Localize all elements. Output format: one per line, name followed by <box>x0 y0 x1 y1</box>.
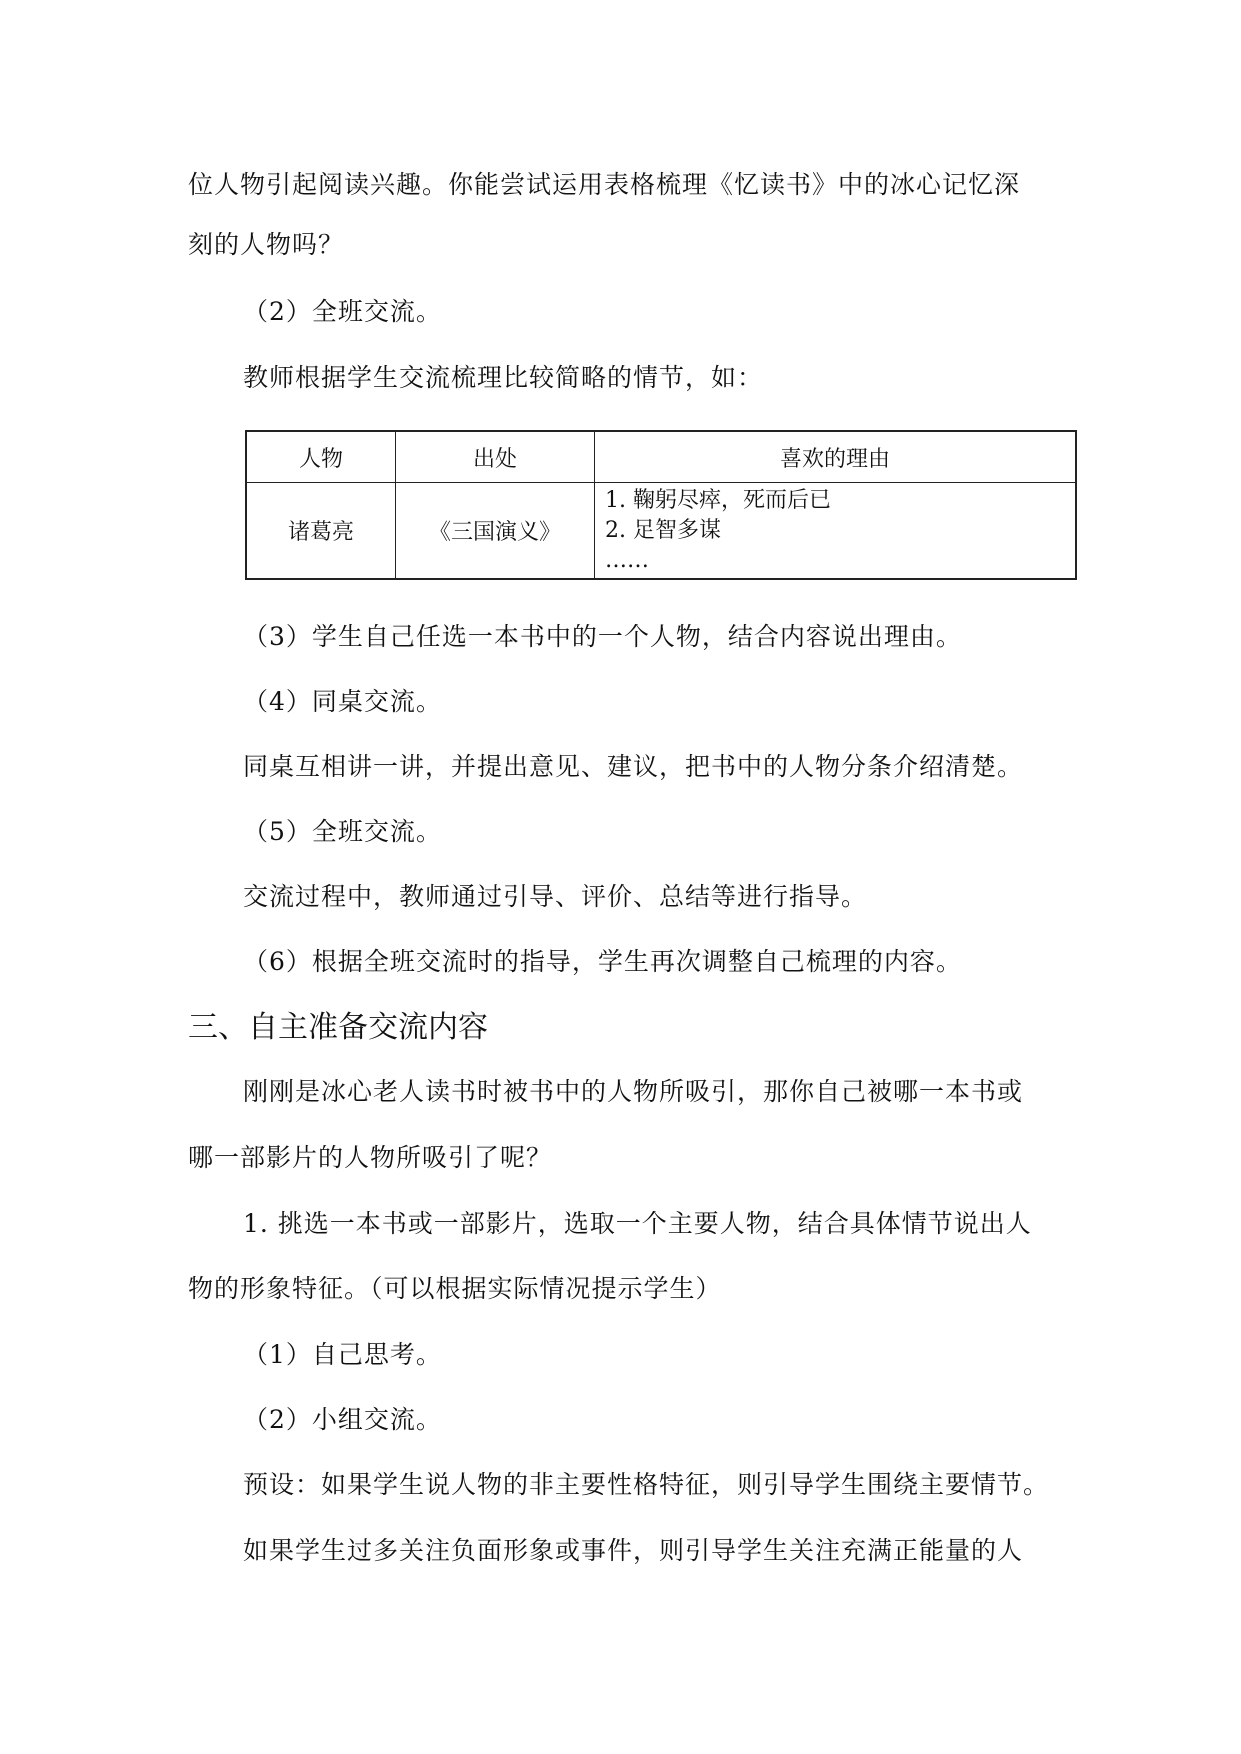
paragraph: 教师根据学生交流梳理比较简略的情节，如： <box>243 363 764 392</box>
paragraph: 1. 挑选一本书或一部影片，选取一个主要人物，结合具体情节说出人 <box>243 1209 1032 1238</box>
paragraph: 刻的人物吗？ <box>188 230 345 259</box>
paragraph: 哪一部影片的人物所吸引了呢？ <box>188 1143 553 1172</box>
header-cell-source: 出处 <box>396 431 595 483</box>
paragraph: （5）全班交流。 <box>243 817 442 846</box>
reason-item: 2. 足智多谋 <box>605 517 721 543</box>
paragraph: 位人物引起阅读兴趣。你能尝试运用表格梳理《忆读书》中的冰心记忆深 <box>188 170 1021 199</box>
section-heading: 三、自主准备交流内容 <box>188 1010 488 1045</box>
paragraph: （1）自己思考。 <box>243 1340 442 1369</box>
paragraph: （3）学生自己任选一本书中的一个人物，结合内容说出理由。 <box>243 622 962 651</box>
header-cell-reason: 喜欢的理由 <box>595 431 1077 483</box>
table-header-row <box>246 431 1076 483</box>
character-table <box>245 430 1077 580</box>
paragraph: 物的形象特征。（可以根据实际情况提示学生） <box>188 1274 722 1303</box>
cell-source: 《三国演义》 <box>396 483 595 580</box>
paragraph: （4）同桌交流。 <box>243 687 442 716</box>
paragraph: 如果学生过多关注负面形象或事件，则引导学生关注充满正能量的人 <box>243 1536 1024 1565</box>
cell-reasons <box>595 483 1077 580</box>
reason-item: 1. 鞠躬尽瘁，死而后已 <box>605 487 831 513</box>
paragraph: （6）根据全班交流时的指导，学生再次调整自己梳理的内容。 <box>243 947 962 976</box>
paragraph: 预设：如果学生说人物的非主要性格特征，则引导学生围绕主要情节。 <box>243 1470 1050 1499</box>
paragraph: （2）全班交流。 <box>243 297 442 326</box>
header-cell-character: 人物 <box>246 431 396 483</box>
paragraph: 刚刚是冰心老人读书时被书中的人物所吸引，那你自己被哪一本书或 <box>243 1077 1024 1106</box>
cell-character-name: 诸葛亮 <box>246 483 396 580</box>
reason-item: …… <box>605 547 649 573</box>
paragraph: （2）小组交流。 <box>243 1405 442 1434</box>
paragraph: 同桌互相讲一讲，并提出意见、建议，把书中的人物分条介绍清楚。 <box>243 752 1024 781</box>
table-row <box>246 483 1076 580</box>
paragraph: 交流过程中，教师通过引导、评价、总结等进行指导。 <box>243 882 868 911</box>
